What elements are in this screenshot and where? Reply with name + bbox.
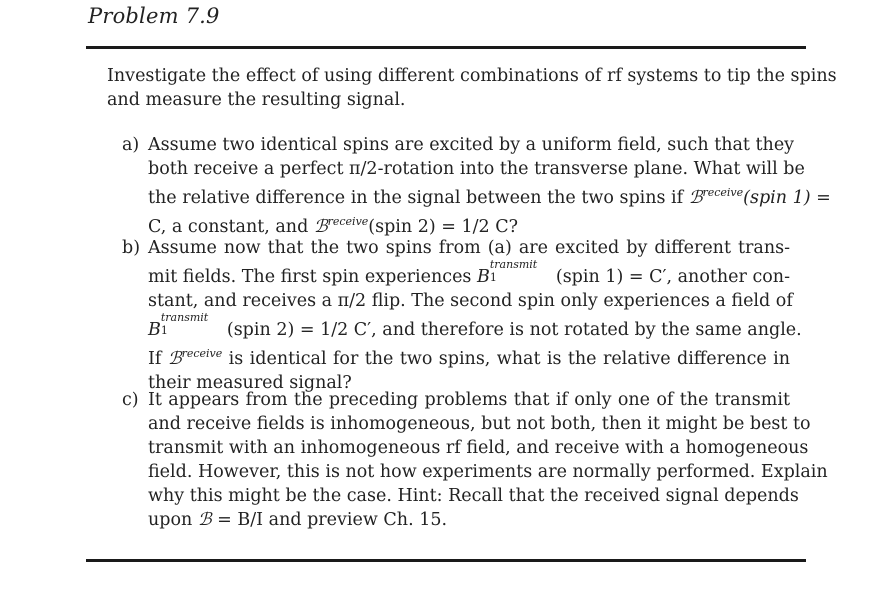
question-c-line-5: why this might be the case. Hint: Recall that the received signal depends <box>148 486 799 506</box>
question-b-body <box>148 236 802 395</box>
question-c-line-6-post: = B/I and preview Ch. 15. <box>211 510 448 530</box>
transmit-subscript: 1 <box>160 324 168 337</box>
question-b-line-5-pre: If <box>148 349 168 369</box>
question-a-label: a) <box>122 135 140 155</box>
question-a-line-4-pre: C, a constant, and <box>148 217 314 237</box>
transmit-field-symbol: B <box>477 267 490 287</box>
question-b-line-2-pre: mit fields. The first spin experiences <box>148 267 477 287</box>
question-a-line-3-post: (spin 1) = <box>743 188 831 208</box>
question-c-line-3: transmit with an inhomogeneous rf field, and receive with a homogeneous <box>148 438 809 458</box>
transmit-superscript: transmit <box>489 258 538 271</box>
question-a-line-3-pre: the relative difference in the signal between the two spins if <box>148 188 689 208</box>
problem-title: Problem 7.9 <box>88 4 220 28</box>
question-b-line-3: stant, and receives a π/2 flip. The second spin only experiences a field of <box>148 291 793 311</box>
signal-field-symbol: ℬ <box>197 510 212 530</box>
question-b-line-5-post: is identical for the two spins, what is the relative difference in <box>222 349 791 369</box>
question-a-line-4-post: (spin 2) = 1/2 C? <box>368 217 518 237</box>
question-b-line-5 <box>148 342 790 371</box>
intro-paragraph <box>107 64 837 112</box>
question-b-label: b) <box>122 238 141 258</box>
question-c-line-6-pre: upon <box>148 510 198 530</box>
question-b-line-2-post: (spin 1) = C′, another con- <box>555 267 790 287</box>
bottom-rule <box>86 559 806 562</box>
question-c-body <box>148 388 828 532</box>
receive-field-symbol: ℬ <box>688 188 703 208</box>
receive-superscript: receive <box>327 215 369 228</box>
question-c-line-6 <box>148 508 790 532</box>
transmit-superscript: transmit <box>160 311 209 324</box>
question-c-line-1: It appears from the preceding problems that if only one of the transmit <box>148 390 790 410</box>
question-b-line-2 <box>148 260 790 289</box>
transmit-index <box>489 258 556 284</box>
question-c-line-2: and receive fields is inhomogeneous, but not both, then it might be best to <box>148 414 811 434</box>
question-c-label: c) <box>122 390 139 410</box>
transmit-subscript: 1 <box>489 271 497 284</box>
receive-field-symbol: ℬ <box>167 349 182 369</box>
question-a-line-2: both receive a perfect π/2-rotation into the transverse plane. What will be <box>148 159 805 179</box>
question-c-line-4: field. However, this is not how experiments are normally performed. Explain <box>148 462 828 482</box>
question-b-line-4-post: (spin 2) = 1/2 C′, and therefore is not rotated by the same angle. <box>226 320 802 340</box>
question-b-line-4 <box>148 311 802 342</box>
receive-field-symbol: ℬ <box>313 217 328 237</box>
receive-superscript: receive <box>181 347 223 360</box>
question-a-body <box>148 133 831 239</box>
transmit-index <box>160 311 227 337</box>
question-a-line-3 <box>148 181 831 210</box>
question-a-line-4 <box>148 210 790 239</box>
transmit-field-symbol: B <box>148 320 161 340</box>
receive-superscript: receive <box>702 186 744 199</box>
top-rule <box>86 46 806 49</box>
intro-line-1: Investigate the effect of using different combinations of rf systems to tip the spins <box>107 66 837 86</box>
intro-line-2: and measure the resulting signal. <box>107 90 406 110</box>
question-b-line-6: their measured signal? <box>148 373 352 393</box>
question-b-line-1: Assume now that the two spins from (a) are excited by different trans- <box>148 238 790 258</box>
question-a-line-1: Assume two identical spins are excited by a uniform field, such that they <box>148 135 795 155</box>
